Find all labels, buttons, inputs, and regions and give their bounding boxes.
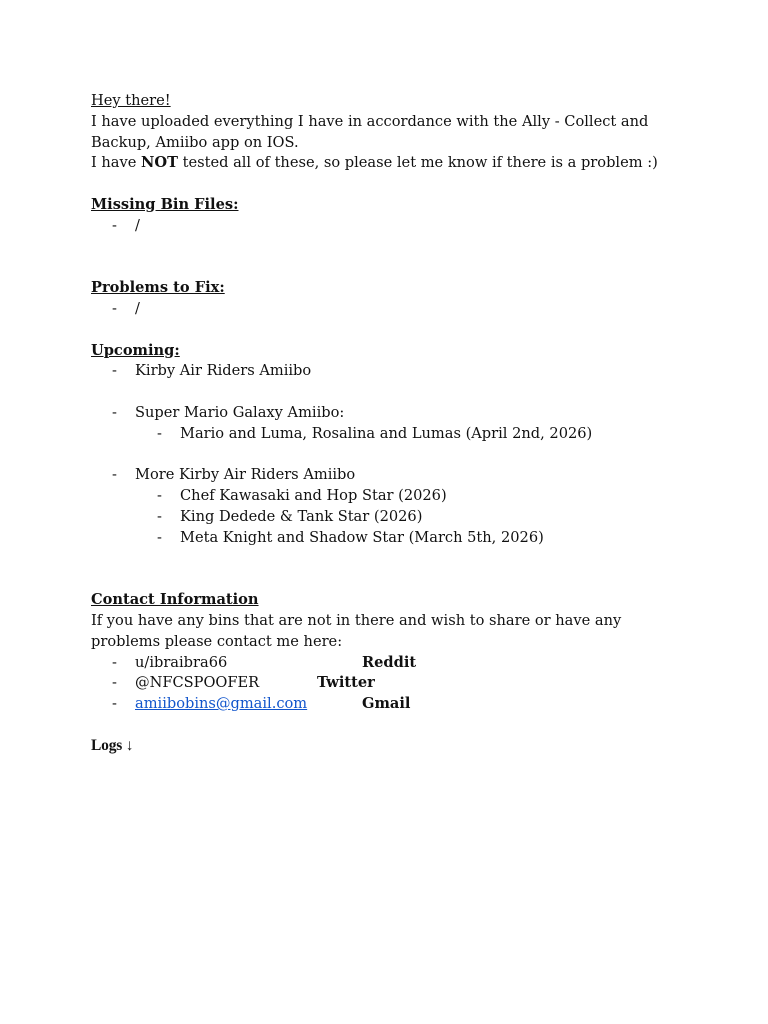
list-item	[91, 486, 731, 507]
contact-desc-2: problems please contact me here:	[91, 632, 343, 650]
document-page	[91, 91, 731, 757]
upcoming-subitem: Meta Knight and Shadow Star (March 5th, 2026)	[180, 528, 544, 546]
spacer	[91, 174, 731, 195]
spacer	[91, 237, 731, 258]
missing-bins-heading-line	[91, 195, 731, 216]
contact-heading: Contact Information	[91, 591, 259, 609]
problems-heading: Problems to Fix:	[91, 279, 225, 297]
contact-platform-reddit: Reddit	[362, 653, 417, 671]
list-item	[91, 424, 731, 445]
upcoming-item-more-kirby: More Kirby Air Riders Amiibo	[135, 466, 356, 484]
list-item	[91, 653, 731, 674]
spacer	[91, 549, 731, 570]
list-item	[91, 507, 731, 528]
contact-handle-reddit: u/ibraibra66	[135, 653, 228, 671]
spacer	[91, 320, 731, 341]
upcoming-subitem: Chef Kawasaki and Hop Star (2026)	[180, 487, 447, 505]
bullet-dash: -	[157, 424, 162, 442]
upcoming-heading-line	[91, 341, 731, 362]
list-item	[91, 361, 731, 382]
contact-platform-twitter: Twitter	[317, 674, 375, 692]
problems-heading-line	[91, 278, 731, 299]
problems-item: /	[135, 299, 140, 317]
contact-platform-gmail: Gmail	[362, 695, 411, 713]
intro-line-3-before: I have	[91, 154, 142, 172]
spacer	[91, 382, 731, 403]
contact-handle-twitter: @NFCSPOOFER	[135, 674, 260, 692]
missing-bins-item: /	[135, 216, 140, 234]
spacer	[91, 257, 731, 278]
upcoming-subitem: Mario and Luma, Rosalina and Lumas (April 2nd, 2026)	[180, 424, 593, 442]
intro-line-3	[91, 153, 731, 174]
intro-not-emphasis: NOT	[141, 154, 178, 172]
bullet-dash: -	[112, 695, 117, 713]
bullet-dash: -	[112, 299, 117, 317]
bullet-dash: -	[112, 216, 117, 234]
spacer	[91, 715, 731, 736]
down-arrow-icon: ↓	[125, 736, 134, 754]
list-item	[91, 694, 731, 715]
intro-line-3-after: tested all of these, so please let me know if there is a problem :)	[177, 154, 658, 172]
list-item	[91, 465, 731, 486]
greeting: Hey there!	[91, 92, 171, 109]
logs-line	[91, 736, 731, 757]
upcoming-subitem: King Dedede & Tank Star (2026)	[180, 507, 423, 525]
list-item	[91, 299, 731, 320]
bullet-dash: -	[112, 403, 117, 421]
logs-label: Logs	[91, 736, 123, 754]
bullet-dash: -	[112, 362, 117, 380]
bullet-dash: -	[157, 487, 162, 505]
bullet-dash: -	[157, 507, 162, 525]
upcoming-item-mario-galaxy: Super Mario Galaxy Amiibo:	[135, 403, 345, 421]
upcoming-heading: Upcoming:	[91, 341, 180, 359]
missing-bins-heading: Missing Bin Files:	[91, 195, 239, 213]
bullet-dash: -	[112, 653, 117, 671]
contact-desc-1: If you have any bins that are not in there and wish to share or have any	[91, 611, 622, 629]
contact-heading-line	[91, 590, 731, 611]
spacer	[91, 445, 731, 466]
bullet-dash: -	[112, 674, 117, 692]
list-item	[91, 673, 731, 694]
list-item	[91, 216, 731, 237]
greeting-line	[91, 91, 731, 112]
bullet-dash: -	[157, 528, 162, 546]
spacer	[91, 569, 731, 590]
list-item	[91, 528, 731, 549]
email-link[interactable]: amiibobins@gmail.com	[135, 695, 308, 713]
bullet-dash: -	[112, 466, 117, 484]
list-item	[91, 403, 731, 424]
intro-line-2: Backup, Amiibo app on IOS.	[91, 133, 299, 151]
upcoming-item-kirby: Kirby Air Riders Amiibo	[135, 362, 312, 380]
intro-line-1: I have uploaded everything I have in accordance with the Ally - Collect and	[91, 112, 649, 130]
